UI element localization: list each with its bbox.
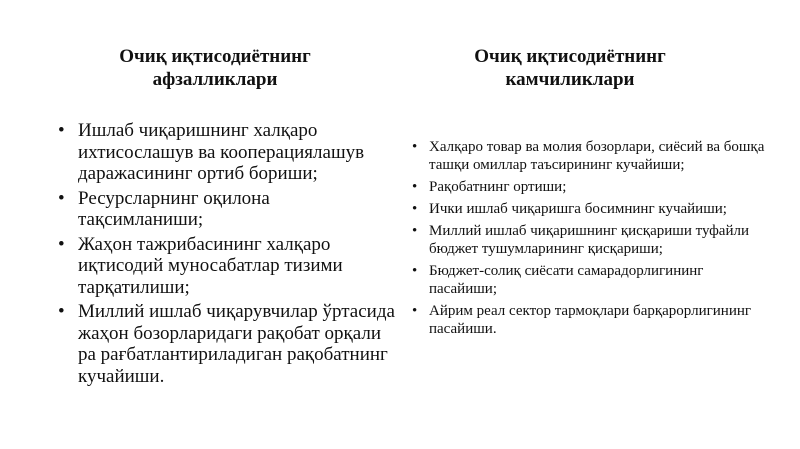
disadvantage-item — [412, 302, 767, 338]
disadvantage-item — [412, 222, 767, 258]
bullet-icon: • — [412, 303, 418, 319]
disadvantage-item — [412, 138, 767, 174]
disadvantages-title: Очиқ иқтисодиётнинг камчиликлари — [474, 46, 666, 90]
disadvantage-text: Ички ишлаб чиқаришга босимнинг кучайиши; — [429, 201, 727, 217]
advantage-text: Ресурсларнинг оқилона тақсимланиши; — [78, 187, 270, 230]
disadvantage-item — [412, 262, 767, 298]
bullet-icon: • — [412, 139, 418, 155]
advantage-text: Ишлаб чиқаришнинг халқаро ихтисослашув ва кооперациялашув даражасининг ортиб бориши; — [78, 120, 365, 184]
advantage-item — [58, 301, 398, 387]
bullet-icon: • — [58, 187, 65, 209]
bullet-icon: • — [58, 233, 65, 255]
disadvantage-text: Халқаро товар ва молия бозорлари, сиёсий ва бошқа ташқи омиллар таъсирининг кучайиши; — [429, 139, 765, 173]
bullet-icon: • — [58, 301, 65, 322]
advantage-text: Миллий ишлаб чиқарувчилар ўртасида жаҳон бозорларидаги рақобат орқали ра рағбатлантириладиган рақобатнинг кучайиши. — [78, 301, 395, 387]
advantages-list — [58, 120, 398, 390]
advantages-title: Очиқ иқтисодиётнинг афзалликлари — [119, 46, 311, 90]
advantage-item — [58, 120, 398, 185]
bullet-icon: • — [412, 201, 418, 217]
bullet-icon: • — [412, 179, 418, 195]
bullet-icon: • — [412, 223, 418, 239]
bullet-icon: • — [412, 263, 418, 279]
disadvantage-text: Миллий ишлаб чиқаришнинг қисқариши туфайли бюджет тушумларининг қисқариши; — [429, 223, 749, 257]
advantage-text: Жаҳон тажрибасининг халқаро иқтисодий муносабатлар тизими тарқатилиши; — [78, 233, 343, 298]
advantage-item — [58, 188, 398, 231]
disadvantage-item — [412, 200, 767, 218]
bullet-icon: • — [58, 120, 65, 141]
disadvantage-item — [412, 178, 767, 196]
disadvantage-text: Айрим реал сектор тармоқлари барқарорлигининг пасайиши. — [429, 303, 752, 337]
disadvantage-text: Бюджет-солиқ сиёсати самарадорлигининг пасайиши; — [429, 263, 704, 297]
disadvantages-list — [412, 138, 767, 342]
disadvantage-text: Рақобатнинг ортиши; — [429, 179, 567, 195]
advantage-item — [58, 234, 398, 299]
